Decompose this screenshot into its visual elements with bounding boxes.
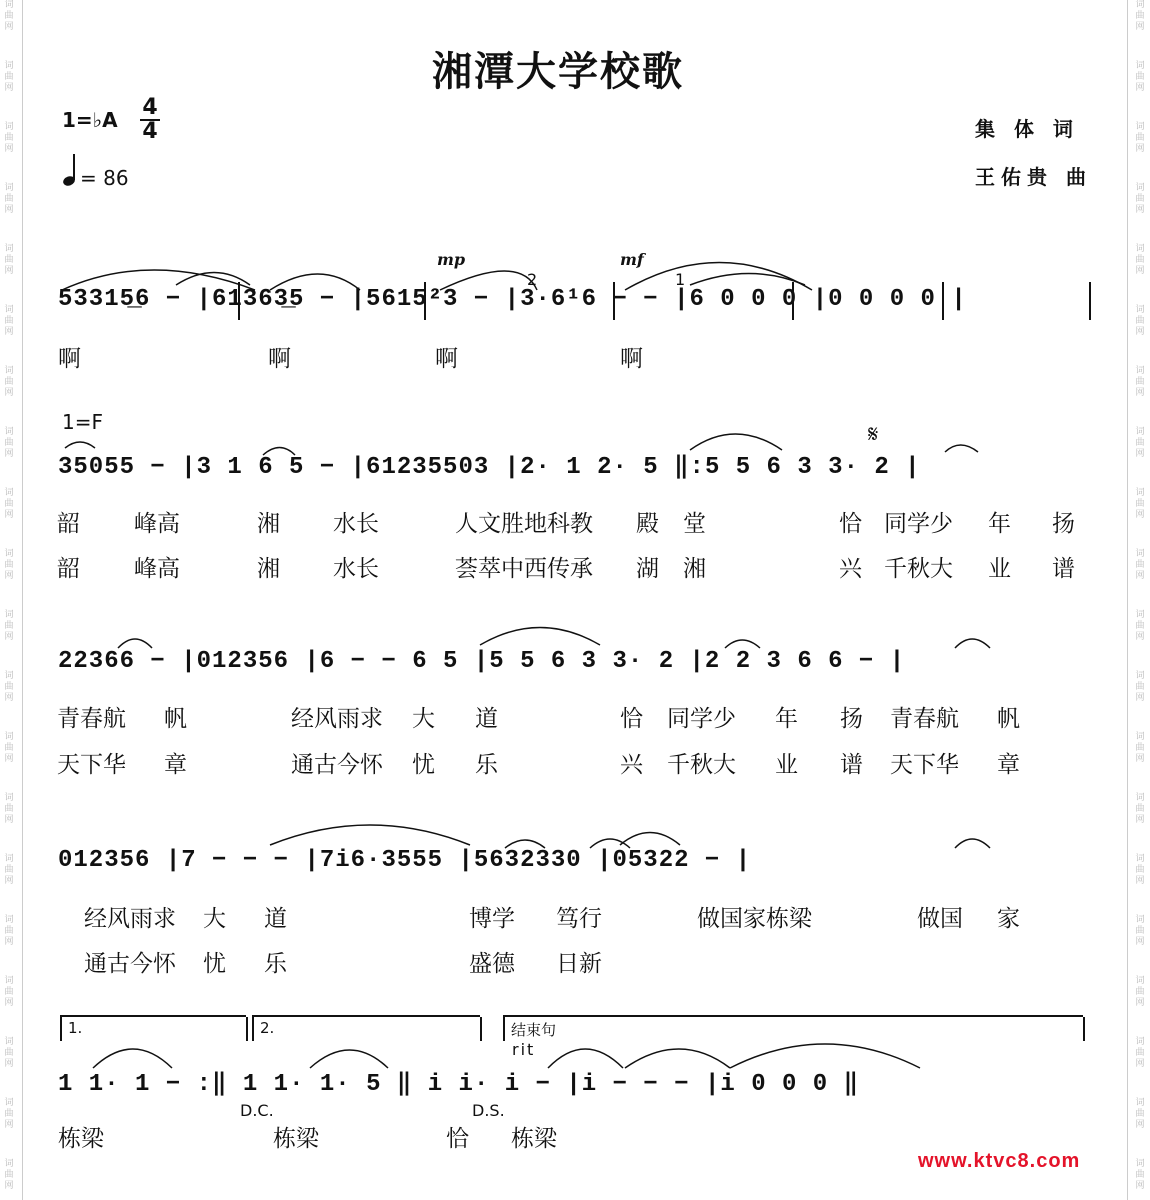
- watermark-text: 词 曲 网: [1135, 1037, 1145, 1069]
- slur: [548, 1049, 623, 1068]
- slur: [480, 628, 600, 646]
- song-title: 湘潭大学校歌: [432, 48, 684, 95]
- lyric: 经风雨求: [291, 706, 383, 732]
- watermark-text: 词 曲 网: [4, 1037, 14, 1069]
- lyric: 谱: [1052, 556, 1075, 582]
- watermark-text: 词 曲 网: [1135, 305, 1145, 337]
- lyric: 水长: [333, 556, 379, 582]
- watermark-text: 词 曲 网: [1135, 427, 1145, 459]
- lyric: 千秋大: [667, 752, 736, 778]
- lyric: 湘: [683, 556, 706, 582]
- key-signature: 1=♭A: [62, 108, 118, 132]
- site-watermark: www.ktvc8.com: [918, 1150, 1081, 1172]
- lyric: 湖: [636, 556, 659, 582]
- watermark-text: 词 曲 网: [4, 793, 14, 825]
- watermark-text: 词 曲 网: [1135, 183, 1145, 215]
- lyricist: 集 体 词: [975, 117, 1079, 141]
- slur: [440, 271, 537, 290]
- slur: [620, 833, 680, 846]
- watermark-text: 词 曲 网: [4, 183, 14, 215]
- lyric: 笃行: [556, 906, 602, 932]
- lyric: 荟萃中西传承: [455, 556, 593, 582]
- lyric: 扬: [1052, 511, 1075, 537]
- lyric: 忧: [412, 752, 435, 778]
- lyric: 扬: [840, 706, 863, 732]
- dynamic-mp: mp: [437, 250, 466, 269]
- watermark-text: 词 曲 网: [1135, 366, 1145, 398]
- watermark-text: 词 曲 网: [4, 366, 14, 398]
- watermark-text: 词 曲 网: [1135, 976, 1145, 1008]
- lyric: 峰高: [134, 511, 180, 537]
- lyric: 盛德: [469, 951, 515, 977]
- slur: [263, 448, 295, 456]
- system5-lyric-4: 栋梁: [511, 1126, 557, 1152]
- segno-icon: 𝄋: [868, 420, 879, 448]
- ds-marking: D.S.: [472, 1101, 505, 1120]
- system1-lyric-2: 啊: [268, 346, 291, 372]
- ending-label: 结束句: [511, 1021, 557, 1039]
- watermark-text: 词 曲 网: [1135, 1159, 1145, 1191]
- dynamic-mf: mf: [620, 250, 644, 269]
- dc-marking: D.C.: [240, 1101, 274, 1120]
- slur: [118, 639, 152, 648]
- lyric: 博学: [469, 906, 515, 932]
- grace-note-1: 1: [675, 270, 686, 289]
- lyric: 章: [997, 752, 1020, 778]
- lyric: 峰高: [134, 556, 180, 582]
- slur: [590, 839, 630, 848]
- watermark-text: 词 曲 网: [4, 915, 14, 947]
- watermark-text: 词 曲 网: [4, 1159, 14, 1191]
- lyric: 日新: [556, 951, 602, 977]
- lyric: 忧: [203, 951, 226, 977]
- lyric: 乐: [264, 951, 287, 977]
- lyric: 年: [988, 511, 1011, 537]
- system4-notes: 012356 |7 − − − |7i6·3555 |5632330 |05322 − |: [58, 847, 752, 874]
- lyric: 业: [775, 752, 798, 778]
- watermark-text: 词 曲 网: [4, 488, 14, 520]
- key-change: 1=F: [62, 410, 103, 434]
- slur: [955, 839, 990, 848]
- slur: [625, 1049, 730, 1068]
- slur: [690, 274, 805, 286]
- watermark-text: 词 曲 网: [1135, 488, 1145, 520]
- lyric: 乐: [475, 752, 498, 778]
- lyric: 通古今怀: [291, 752, 383, 778]
- lyric: 湘: [257, 511, 280, 537]
- system2-notes: 35055 − |3 1 6 5 − |61235503 |2· 1 2· 5 ‖:5 5 6 3 3· 2 |: [58, 454, 921, 481]
- watermark-text: 词 曲 网: [1135, 610, 1145, 642]
- watermark-text: 词 曲 网: [4, 610, 14, 642]
- lyric: 谱: [840, 752, 863, 778]
- tempo-marking: = 86: [80, 166, 129, 190]
- system5-lyric-1: 栋梁: [58, 1126, 104, 1152]
- lyric: 同学少: [667, 706, 736, 732]
- slur: [945, 445, 978, 452]
- lyric: 湘: [257, 556, 280, 582]
- lyric: 天下华: [890, 752, 959, 778]
- lyric: 韶: [57, 511, 80, 537]
- watermark-text: 词 曲 网: [4, 1098, 14, 1130]
- lyric: 青春航: [57, 706, 126, 732]
- lyric: 兴: [620, 752, 643, 778]
- volta-2-label: 2.: [260, 1019, 275, 1037]
- lyric: 大: [203, 906, 226, 932]
- lyric: 韶: [57, 556, 80, 582]
- lyric: 章: [164, 752, 187, 778]
- watermark-text: 词 曲 网: [1135, 0, 1145, 32]
- watermark-text: 词 曲 网: [1135, 671, 1145, 703]
- lyric: 帆: [164, 706, 187, 732]
- slur: [93, 1049, 172, 1068]
- system1-lyric-1: 啊: [58, 346, 81, 372]
- watermark-text: 词 曲 网: [1135, 244, 1145, 276]
- lyric: 殿: [636, 511, 659, 537]
- lyric: 天下华: [57, 752, 126, 778]
- watermark-text: 词 曲 网: [4, 61, 14, 93]
- lyric: 堂: [683, 511, 706, 537]
- volta-1-label: 1.: [68, 1019, 83, 1037]
- system5-notes: 1 1· 1 − :‖ 1 1· 1· 5 ‖ i i· i − |i − − − |i 0 0 0 ‖: [58, 1071, 860, 1098]
- lyric: 大: [412, 706, 435, 732]
- ritardando-mark: rit: [512, 1040, 536, 1059]
- lyric: 家: [997, 906, 1020, 932]
- watermark-text: 词 曲 网: [4, 671, 14, 703]
- lyric: 年: [775, 706, 798, 732]
- lyric: 恰: [839, 511, 862, 537]
- slur: [270, 274, 360, 290]
- slur: [725, 640, 760, 648]
- watermark-text: 词 曲 网: [1135, 61, 1145, 93]
- lyric: 做国: [917, 906, 963, 932]
- system1-notes: 53315̲6 − |61363̲5 − |5615²3 − |3·6¹6 − − |6 0 0 0 |0 0 0 0 |: [58, 286, 967, 313]
- slur: [955, 639, 990, 648]
- lyric: 通古今怀: [84, 951, 176, 977]
- watermark-text: 词 曲 网: [1135, 915, 1145, 947]
- slur: [62, 270, 255, 290]
- watermark-text: 词 曲 网: [4, 244, 14, 276]
- system1-lyric-3: 啊: [435, 346, 458, 372]
- watermark-text: 词 曲 网: [4, 305, 14, 337]
- lyric: 人文胜地科教: [455, 511, 593, 537]
- lyric: 兴: [839, 556, 862, 582]
- slur: [310, 1050, 388, 1068]
- system3-notes: 22366 − |012356 |6 − − 6 5 |5 5 6 3 3· 2 |2 2 3 6 6 − |: [58, 648, 906, 675]
- slur: [65, 442, 95, 448]
- watermark-text: 词 曲 网: [4, 732, 14, 764]
- system5-lyric-2: 栋梁: [273, 1126, 319, 1152]
- system1-lyric-4: 啊: [620, 346, 643, 372]
- slur: [270, 825, 470, 845]
- lyric: 青春航: [890, 706, 959, 732]
- watermark-text: 词 曲 网: [1135, 732, 1145, 764]
- watermark-text: 词 曲 网: [4, 549, 14, 581]
- watermark-text: 词 曲 网: [1135, 549, 1145, 581]
- watermark-text: 词 曲 网: [4, 854, 14, 886]
- lyric: 做国家栋梁: [697, 906, 812, 932]
- grace-note-2: 2: [527, 270, 538, 289]
- lyric: 帆: [997, 706, 1020, 732]
- lyric: 水长: [333, 511, 379, 537]
- lyric: 道: [264, 906, 287, 932]
- lyric: 同学少: [884, 511, 953, 537]
- lyric: 恰: [620, 706, 643, 732]
- slur: [690, 434, 782, 450]
- time-signature: 4 4: [140, 98, 160, 142]
- lyric: 千秋大: [884, 556, 953, 582]
- watermark-text: 词 曲 网: [4, 976, 14, 1008]
- lyric: 业: [988, 556, 1011, 582]
- watermark-text: 词 曲 网: [4, 427, 14, 459]
- lyric: 道: [475, 706, 498, 732]
- watermark-text: 词 曲 网: [1135, 122, 1145, 154]
- watermark-text: 词 曲 网: [4, 122, 14, 154]
- slur: [730, 1044, 920, 1068]
- watermark-text: 词 曲 网: [1135, 793, 1145, 825]
- slur: [505, 840, 545, 848]
- watermark-text: 词 曲 网: [1135, 1098, 1145, 1130]
- lyric: 经风雨求: [84, 906, 176, 932]
- composer: 王佑贵 曲: [975, 165, 1092, 189]
- watermark-text: 词 曲 网: [1135, 854, 1145, 886]
- watermark-text: 词 曲 网: [4, 0, 14, 32]
- system5-lyric-3: 恰: [446, 1126, 469, 1152]
